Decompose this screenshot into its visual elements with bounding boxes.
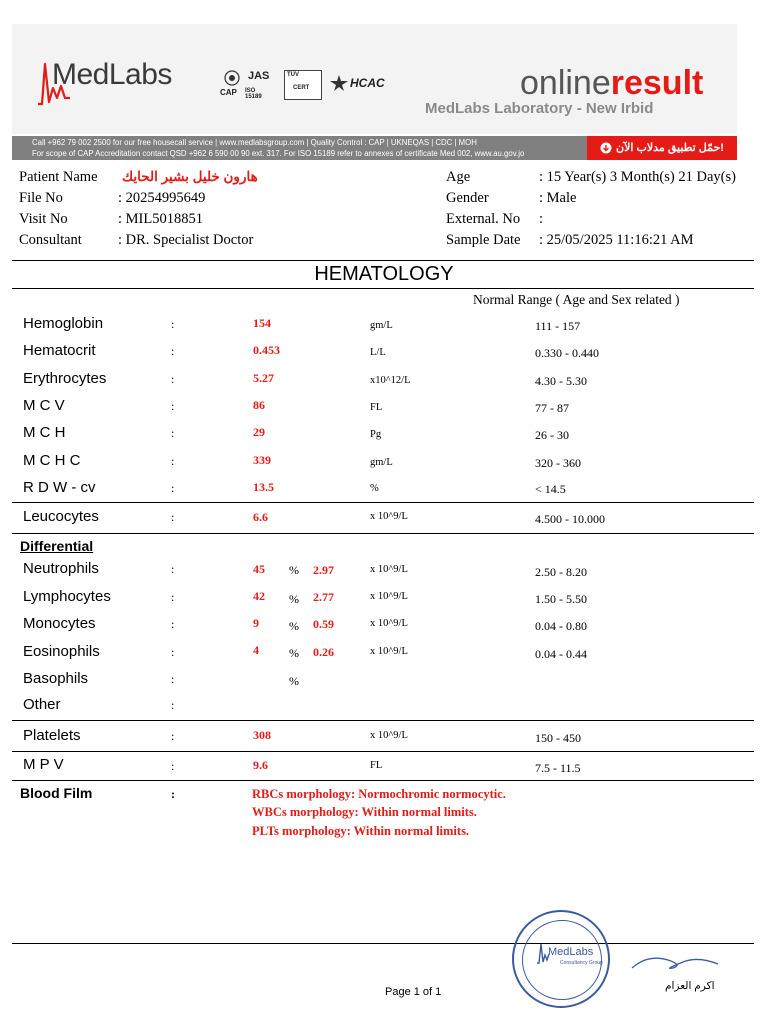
divider [12, 502, 754, 503]
test-value: 6.6 [253, 510, 268, 524]
test-value: 308 [253, 728, 271, 742]
cap-label: CAP [220, 88, 237, 97]
test-name: R D W - cv [23, 479, 96, 496]
divider [12, 260, 754, 261]
gender-label: Gender [446, 190, 489, 206]
test-name: M P V [23, 756, 64, 773]
percent-sign: % [289, 619, 299, 633]
blood-film-label: Blood Film [20, 785, 93, 801]
test-unit: gm/L [370, 457, 393, 468]
download-app-banner[interactable] [587, 136, 737, 160]
blood-film-plt: PLTs morphology: Within normal limits. [252, 824, 470, 838]
colon: : [171, 562, 175, 576]
colon: : [171, 481, 175, 495]
test-name: Lymphocytes [23, 588, 111, 605]
info-line-1: Call +962 79 002 2500 for our free housecall service | www.medlabsgroup.com | Quality Control : CAP | UKNEQAS | CDC | MOH [32, 138, 477, 147]
test-name: M C H C [23, 452, 81, 469]
test-range: 26 - 30 [535, 428, 569, 442]
result-word: result [610, 64, 704, 102]
test-range: 2.50 - 8.20 [535, 565, 587, 579]
test-range: 0.04 - 0.80 [535, 619, 587, 633]
test-name: Hemoglobin [23, 315, 104, 332]
test-value: 86 [253, 398, 265, 412]
cert-label: CERT [293, 85, 310, 91]
lab-name: MedLabs Laboratory - New Irbid [425, 100, 654, 117]
test-name: Monocytes [23, 615, 96, 632]
divider [12, 288, 754, 289]
page-number: Page 1 of 1 [385, 986, 442, 998]
file-no-value: : 20254995649 [118, 190, 206, 206]
visit-no-label: Visit No [19, 211, 68, 227]
percent-sign: % [289, 674, 299, 688]
colon: : [171, 698, 175, 712]
info-bar [12, 136, 587, 160]
test-unit: x 10^9/L [370, 564, 408, 575]
test-value: 29 [253, 425, 265, 439]
percent-sign: % [289, 563, 299, 577]
colon: : [171, 645, 175, 659]
colon: : [171, 672, 175, 686]
test-value: 339 [253, 453, 271, 467]
colon: : [171, 344, 175, 358]
test-value: 154 [253, 316, 271, 330]
colon: : [171, 590, 175, 604]
file-no-label: File No [19, 190, 63, 206]
test-unit: x 10^9/L [370, 730, 408, 741]
test-range: 0.04 - 0.44 [535, 647, 587, 661]
differential-title: Differential [20, 538, 94, 554]
absolute-value: 0.26 [313, 645, 334, 659]
test-range: 7.5 - 11.5 [535, 761, 581, 775]
divider [12, 533, 754, 534]
stamp [512, 910, 610, 1008]
test-name: M C H [23, 424, 66, 441]
divider [12, 943, 754, 944]
consultant-label: Consultant [19, 232, 82, 248]
test-name: Basophils [23, 670, 89, 687]
test-unit: % [370, 483, 379, 494]
test-range: 150 - 450 [535, 731, 581, 745]
tuv-badge [284, 70, 322, 100]
test-unit: x 10^9/L [370, 511, 408, 522]
test-value: 45 [253, 562, 265, 576]
test-unit: x 10^9/L [370, 618, 408, 629]
test-value: 13.5 [253, 480, 274, 494]
external-no-value: : [539, 211, 544, 227]
test-name: Hematocrit [23, 342, 96, 359]
test-name: M C V [23, 397, 65, 414]
test-name: Erythrocytes [23, 370, 107, 387]
info-line-2: For scope of CAP Accreditation contact QSD +962 6 590 00 90 ext. 317. For ISO 15189 refer to annexes of certificate Med 002, www.au.gov.jo [32, 149, 525, 158]
colon: : [171, 617, 175, 631]
download-app-text: حمّل تطبيق مدلاب الآن! [616, 142, 724, 154]
cap-seal-icon [222, 70, 242, 86]
tuv-label: TÜV [287, 72, 299, 78]
test-name: Leucocytes [23, 508, 99, 525]
test-value: 0.453 [253, 343, 280, 357]
sample-date-label: Sample Date [446, 232, 521, 248]
test-name: Platelets [23, 727, 81, 744]
patient-name-label: Patient Name [19, 169, 98, 185]
test-name: Eosinophils [23, 643, 100, 660]
patient-name-value: هارون خليل بشير الحايك [122, 169, 258, 184]
logo-text: MedLabs [52, 58, 172, 91]
online-word: online [520, 64, 611, 102]
absolute-value: 0.59 [313, 617, 334, 631]
test-range: 111 - 157 [535, 319, 581, 333]
age-label: Age [446, 169, 471, 185]
hcac-star-icon [328, 74, 350, 92]
test-unit: FL [370, 402, 383, 413]
percent-sign: % [289, 592, 299, 606]
test-name: Other [23, 696, 61, 713]
jas-label: JAS [248, 70, 270, 82]
visit-no-value: : MIL5018851 [118, 211, 203, 227]
test-range: 4.30 - 5.30 [535, 374, 587, 388]
colon: : [171, 317, 175, 331]
test-unit: FL [370, 760, 383, 771]
test-unit: L/L [370, 347, 386, 358]
normal-range-header: Normal Range ( Age and Sex related ) [473, 292, 680, 307]
test-value: 4 [253, 643, 259, 657]
blood-film-rbc: RBCs morphology: Normochromic normocytic. [252, 787, 506, 801]
test-range: 320 - 360 [535, 456, 581, 470]
gender-value: : Male [539, 190, 577, 206]
test-value: 9.6 [253, 758, 268, 772]
colon: : [171, 372, 175, 386]
section-title: HEMATOLOGY [314, 263, 454, 285]
consultant-value: : DR. Specialist Doctor [118, 232, 254, 248]
stamp-text: MedLabs [548, 946, 594, 958]
divider [12, 751, 754, 752]
sample-date-value: : 25/05/2025 11:16:21 AM [539, 232, 694, 248]
test-unit: x 10^9/L [370, 591, 408, 602]
test-value: 5.27 [253, 371, 274, 385]
hcac-label: HCAC [350, 76, 385, 90]
test-range: 4.500 - 10.000 [535, 512, 605, 526]
stamp-subtext: Consultancy Group [560, 960, 603, 966]
colon: : [171, 426, 175, 440]
age-value: : 15 Year(s) 3 Month(s) 21 Day(s) [539, 169, 736, 185]
test-value: 42 [253, 589, 265, 603]
test-value: 9 [253, 616, 259, 630]
signature [628, 950, 723, 975]
test-range: 1.50 - 5.50 [535, 592, 587, 606]
colon: : [171, 399, 175, 413]
colon: : [171, 510, 175, 524]
test-range: 77 - 87 [535, 401, 569, 415]
colon: : [171, 729, 175, 743]
external-no-label: External. No [446, 211, 521, 227]
test-range: 0.330 - 0.440 [535, 346, 599, 360]
online-result-title [520, 64, 703, 103]
absolute-value: 2.77 [313, 590, 334, 604]
blood-film-wbc: WBCs morphology: Within normal limits. [252, 805, 477, 819]
absolute-value: 2.97 [313, 563, 334, 577]
colon: : [171, 759, 175, 773]
test-unit: gm/L [370, 320, 393, 331]
test-unit: Pg [370, 429, 382, 440]
test-unit: x10^12/L [370, 375, 411, 386]
colon: : [171, 787, 175, 801]
test-unit: x 10^9/L [370, 646, 408, 657]
divider [12, 720, 754, 721]
iso-label: ISO 15189 [245, 88, 262, 100]
colon: : [171, 454, 175, 468]
download-icon [600, 142, 612, 154]
signer-name: اكرم العزام [665, 980, 715, 992]
test-range: < 14.5 [535, 482, 566, 496]
test-name: Neutrophils [23, 560, 99, 577]
divider [12, 780, 754, 781]
percent-sign: % [289, 646, 299, 660]
